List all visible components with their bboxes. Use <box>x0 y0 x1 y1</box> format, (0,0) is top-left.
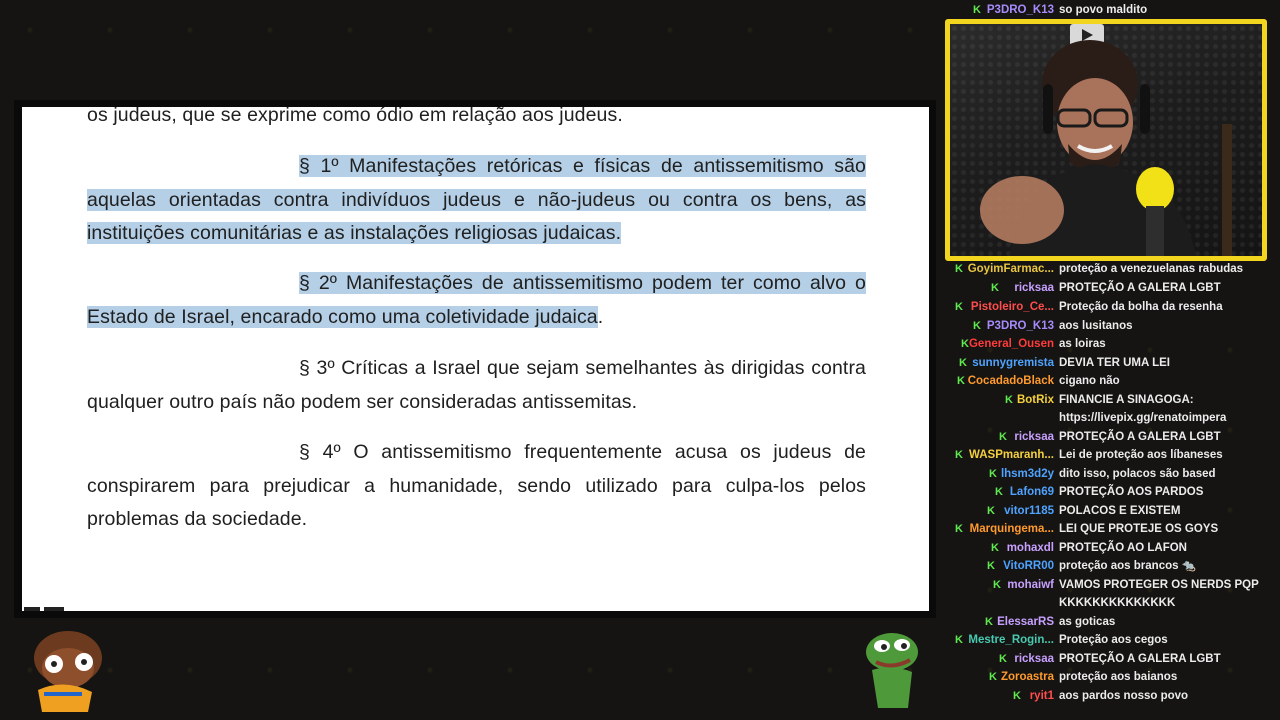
chat-text: aos lusitanos <box>1059 320 1133 332</box>
chat-text: FINANCIE A SINAGOGA: <box>1059 394 1194 406</box>
kick-badge-icon: K <box>955 634 963 646</box>
chat-username[interactable]: ricksaa <box>1014 431 1054 443</box>
chat-username[interactable]: ryit1 <box>1029 690 1054 702</box>
chat-text: proteção a venezuelanas rabudas <box>1059 263 1244 275</box>
chat-message <box>940 298 1280 316</box>
chat-message <box>940 428 1280 446</box>
kick-badge-icon: K <box>987 505 995 517</box>
kick-badge-icon: K <box>991 282 999 294</box>
paragraph-3: § 3º Críticas a Israel que sejam semelhantes às dirigidas contra qualquer outro país não podem ser consideradas antissemitas. <box>87 357 866 413</box>
chat-username[interactable]: BotRix <box>1016 394 1054 406</box>
chat-message <box>940 372 1280 390</box>
chat-username[interactable]: P3DRO_K13 <box>986 4 1054 16</box>
chat-text-continuation: KKKKKKKKKKKKKK <box>1059 597 1176 609</box>
kick-badge-icon: K <box>959 357 967 369</box>
kick-badge-icon: K <box>999 431 1007 443</box>
kick-badge-icon: K <box>1013 690 1021 702</box>
chat-text: aos pardos nosso povo <box>1059 690 1189 702</box>
chat-message <box>940 1 1280 19</box>
chat-message <box>940 391 1280 409</box>
chat-message <box>940 483 1280 501</box>
chat-message <box>940 465 1280 483</box>
chat-username[interactable]: WASPmaranh... <box>969 449 1054 461</box>
kick-badge-icon: K <box>989 468 997 480</box>
chat-text: proteção aos brancos 🐀 <box>1059 560 1197 572</box>
kick-badge-icon: K <box>999 653 1007 665</box>
chat-message <box>940 576 1280 594</box>
chat-username[interactable]: Mestre_Rogin... <box>968 634 1054 646</box>
chat-username[interactable]: Zoroastra <box>1000 671 1054 683</box>
chat-message <box>940 335 1280 353</box>
kick-badge-icon: K <box>991 542 999 554</box>
document-first-line: os judeus, que se exprime como ódio em relação aos judeus. <box>87 107 623 126</box>
shared-document <box>22 107 929 611</box>
chat-text: PROTEÇÃO AO LAFON <box>1059 542 1187 554</box>
chat-text: VAMOS PROTEGER OS NERDS PQP <box>1059 579 1259 591</box>
paragraph-2-tail: . <box>597 305 604 328</box>
chat-message <box>940 650 1280 668</box>
chat-message <box>940 446 1280 464</box>
kick-badge-icon: K <box>1005 394 1013 406</box>
chat-text: as goticas <box>1059 616 1116 628</box>
chat-text: PROTEÇÃO A GALERA LGBT <box>1059 282 1221 294</box>
kick-badge-icon: K <box>985 616 993 628</box>
chat-text-continuation[interactable]: https://livepix.gg/renatoimpera <box>1059 412 1227 424</box>
chat-text: POLACOS E EXISTEM <box>1059 505 1181 517</box>
chat-message <box>940 502 1280 520</box>
chat-text: Lei de proteção aos líbaneses <box>1059 449 1223 461</box>
chat-text: PROTEÇÃO A GALERA LGBT <box>1059 431 1221 443</box>
chat-text: Proteção aos cegos <box>1059 634 1168 646</box>
highlight-p2: § 2º Manifestações de antissemitismo podem ter como alvo o Estado de Israel, encarado como uma coletividade judaica <box>87 272 866 328</box>
pepe-frog-emote <box>862 630 924 712</box>
kick-badge-icon: K <box>995 486 1003 498</box>
kick-badge-icon: K <box>973 4 981 16</box>
chat-text: dito isso, polacos são based <box>1059 468 1216 480</box>
chat-message <box>940 687 1280 705</box>
kick-badge-icon: K <box>955 449 963 461</box>
chat-username[interactable]: ElessarRS <box>997 616 1054 628</box>
chat-text: cigano não <box>1059 375 1120 387</box>
chat-message <box>940 539 1280 557</box>
chat-username[interactable]: Pistoleiro_Ce... <box>970 301 1054 313</box>
paragraph-4: § 4º O antissemitismo frequentemente acusa os judeus de conspirarem para prejudicar a humanidade, sendo utilizado para culpa-los pelos problemas da sociedade. <box>87 441 866 530</box>
kick-badge-icon: K <box>955 301 963 313</box>
chat-message <box>940 557 1280 575</box>
chat-message <box>940 354 1280 372</box>
chat-username[interactable]: P3DRO_K13 <box>986 320 1054 332</box>
chat-text: as loiras <box>1059 338 1106 350</box>
chat-username[interactable]: ricksaa <box>1014 282 1054 294</box>
chat-username[interactable]: GoyimFarmac... <box>967 263 1054 275</box>
chat-text: proteção aos baianos <box>1059 671 1178 683</box>
kick-badge-icon: K <box>955 263 963 275</box>
kick-badge-icon: K <box>993 579 1001 591</box>
chat-message <box>940 631 1280 649</box>
kick-badge-icon: K <box>973 320 981 332</box>
chat-message <box>940 613 1280 631</box>
chat-username[interactable]: Marquingema... <box>969 523 1054 535</box>
kick-badge-icon: K <box>989 671 997 683</box>
chat-message <box>940 260 1280 278</box>
kick-badge-icon: K <box>961 338 969 350</box>
paragraph-1 <box>87 150 866 251</box>
kick-badge-icon: K <box>987 560 995 572</box>
chat-message <box>940 279 1280 297</box>
chat-text: LEI QUE PROTEJE OS GOYS <box>1059 523 1219 535</box>
chat-text: DEVIA TER UMA LEI <box>1059 357 1170 369</box>
kick-badge-icon: K <box>957 375 965 387</box>
chat-username[interactable]: vitor1185 <box>1004 505 1054 517</box>
chat-username[interactable]: sunnygremista <box>972 357 1054 369</box>
highlight-p1: § 1º Manifestações retóricas e físicas de antissemitismo são aquelas orientadas contra indivíduos judeus e não-judeus ou contra os bens, as instituições comunitárias e as instalações religiosas judaicas. <box>87 155 866 244</box>
chat-text: Proteção da bolha da resenha <box>1059 301 1223 313</box>
chat-text: PROTEÇÃO AOS PARDOS <box>1059 486 1204 498</box>
chat-username[interactable]: VitoRR00 <box>1003 560 1054 572</box>
chat-text: PROTEÇÃO A GALERA LGBT <box>1059 653 1221 665</box>
chat-message <box>940 668 1280 686</box>
chat-message <box>940 520 1280 538</box>
chat-message <box>940 317 1280 335</box>
paragraph-2 <box>87 267 866 334</box>
chat-text: so povo maldito <box>1059 4 1148 16</box>
kick-badge-icon: K <box>955 523 963 535</box>
chat-username[interactable]: ricksaa <box>1014 653 1054 665</box>
chat-username[interactable]: mohaiwf <box>1007 579 1054 591</box>
stream-chat <box>940 0 1280 720</box>
chat-username[interactable]: General_Ousen <box>968 338 1054 350</box>
chat-username[interactable]: CocadadoBlack <box>967 375 1054 387</box>
document-corner-fragment <box>22 607 66 611</box>
chat-username[interactable]: Lafon69 <box>1009 486 1054 498</box>
chat-username[interactable]: lhsm3d2y <box>1000 468 1054 480</box>
chat-username[interactable]: mohaxdl <box>1006 542 1054 554</box>
chibi-mascot-emote <box>24 628 108 714</box>
